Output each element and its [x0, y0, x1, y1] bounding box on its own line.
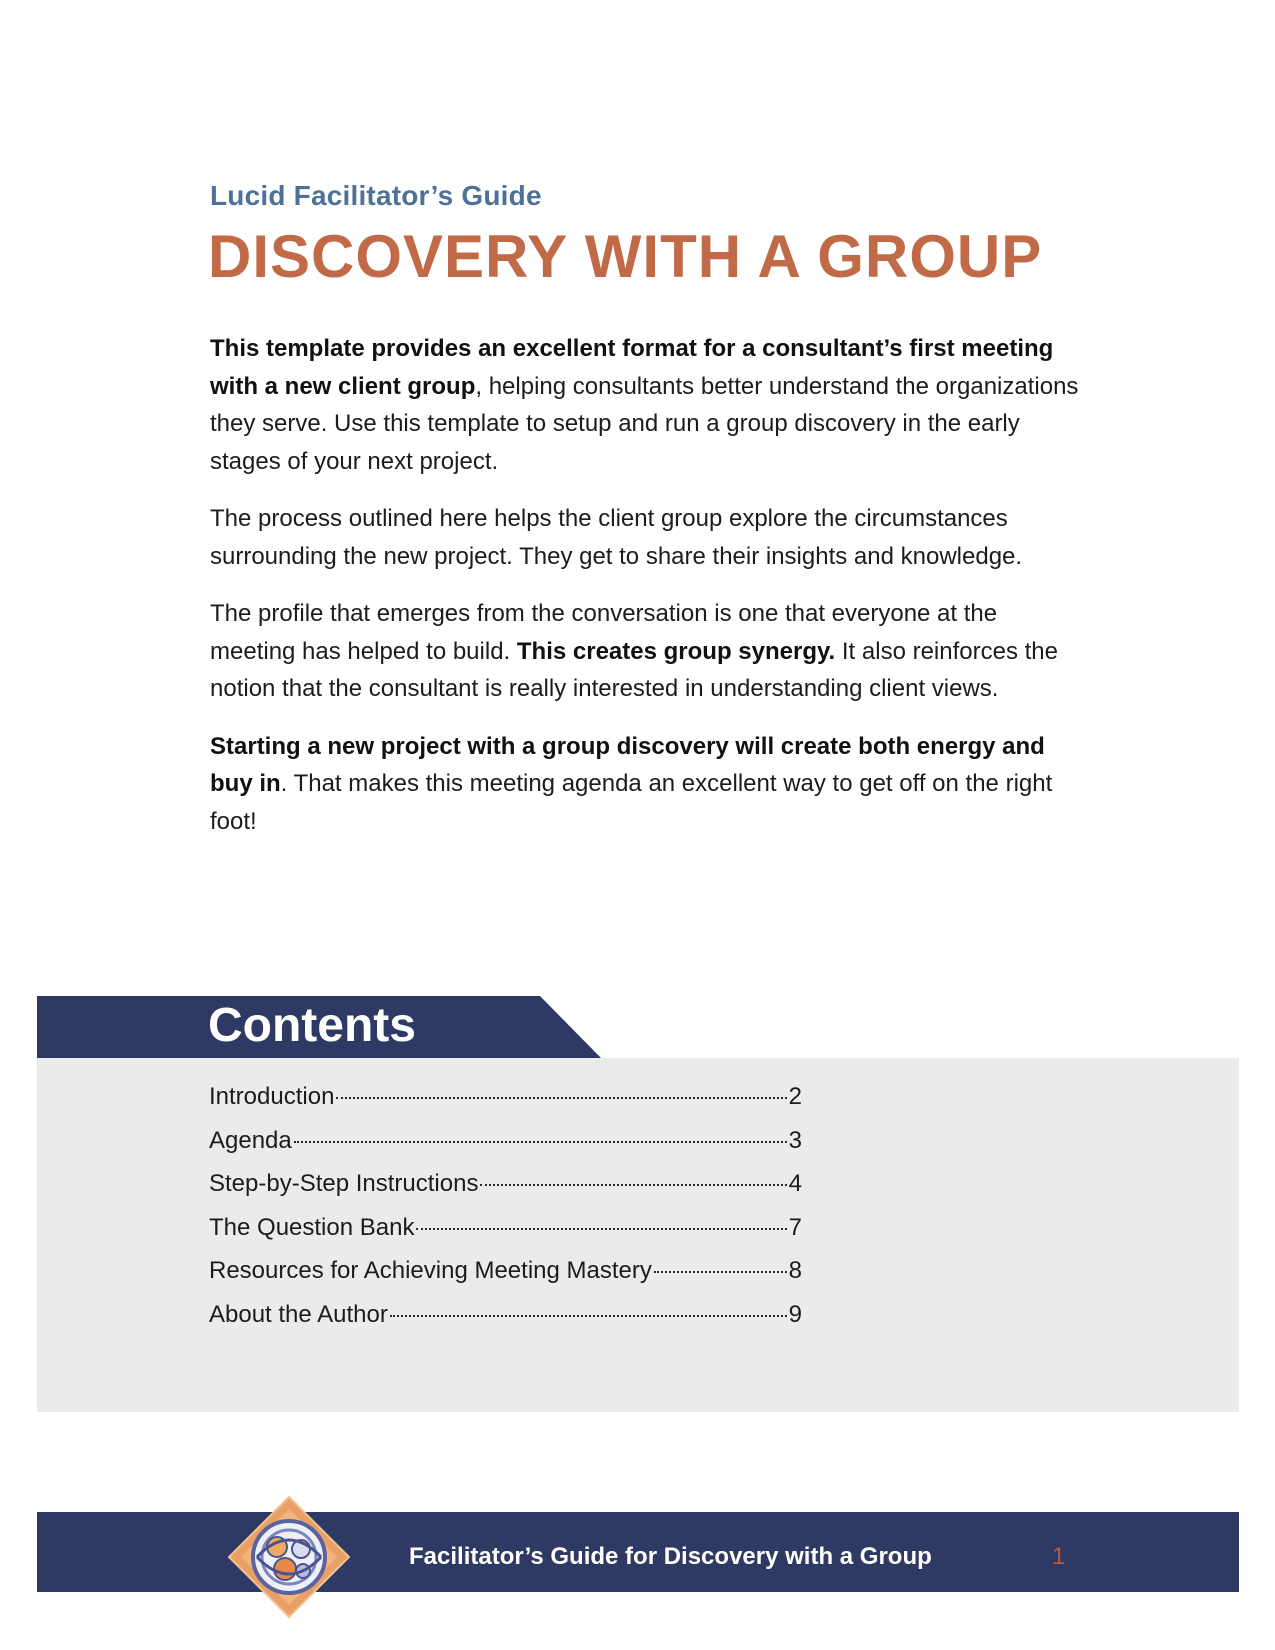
intro-paragraph-2: The process outlined here helps the client group explore the circumstances surrounding the new project. They get to share their insights and knowledge. [210, 505, 1023, 570]
page-title: DISCOVERY WITH A GROUP [208, 223, 1043, 290]
contents-heading: Contents [208, 999, 416, 1052]
intro-p3-before: The profile that emerges from the conversation is one that everyone at the meeting has helped to build. [210, 600, 998, 665]
guide-subtitle: Lucid Facilitator’s Guide [210, 180, 542, 211]
toc-item-title: About the Author [209, 1300, 388, 1328]
toc-leader-dots [294, 1141, 787, 1143]
table-of-contents [209, 1083, 802, 1345]
intro-paragraph-1 [210, 330, 1080, 480]
toc-item-page: 3 [788, 1126, 802, 1154]
page-number: 1 [1052, 1543, 1066, 1570]
toc-item-page: 4 [788, 1170, 802, 1198]
intro-text [210, 330, 1080, 860]
toc-item-question-bank[interactable] [209, 1214, 802, 1258]
intro-p4-bold: Starting a new project with a group discovery will create both energy and buy in [210, 732, 1045, 797]
toc-item-page: 8 [788, 1257, 802, 1285]
toc-item-title: Agenda [209, 1126, 292, 1154]
toc-item-resources[interactable] [209, 1257, 802, 1301]
facilitator-logo-icon [227, 1495, 351, 1619]
toc-leader-dots [390, 1315, 787, 1317]
toc-item-title: Introduction [209, 1083, 335, 1110]
toc-item-title: Resources for Achieving Meeting Mastery [209, 1257, 652, 1285]
toc-item-title: The Question Bank [209, 1213, 415, 1241]
toc-item-page: 2 [788, 1083, 802, 1110]
intro-p1-bold: This template provides an excellent format for a consultant’s first meeting with a new client group [210, 335, 1054, 400]
footer-title: Facilitator’s Guide for Discovery with a Group [409, 1543, 932, 1570]
toc-leader-dots [654, 1271, 787, 1273]
toc-item-about-author[interactable] [209, 1301, 802, 1345]
intro-p4-rest: . That makes this meeting agenda an excellent way to get off on the right foot! [210, 770, 1053, 835]
toc-item-agenda[interactable] [209, 1127, 802, 1171]
toc-item-introduction[interactable] [209, 1083, 802, 1127]
intro-p1-rest: , helping consultants better understand the organizations they serve. Use this template to setup and run a group discovery in the early stages of your next project. [210, 372, 1079, 475]
toc-item-title: Step-by-Step Instructions [209, 1170, 479, 1198]
intro-p3-bold: This creates group synergy. [516, 637, 836, 665]
toc-item-step-by-step[interactable] [209, 1170, 802, 1214]
intro-paragraph-4 [210, 728, 1080, 841]
toc-leader-dots [480, 1184, 786, 1186]
toc-leader-dots [416, 1228, 786, 1230]
toc-item-page: 7 [788, 1213, 802, 1241]
toc-leader-dots [336, 1097, 786, 1099]
intro-paragraph-3 [210, 595, 1080, 708]
intro-p3-after: It also reinforces the notion that the consultant is really interested in understanding client views. [210, 637, 1058, 702]
toc-item-page: 9 [788, 1300, 802, 1328]
